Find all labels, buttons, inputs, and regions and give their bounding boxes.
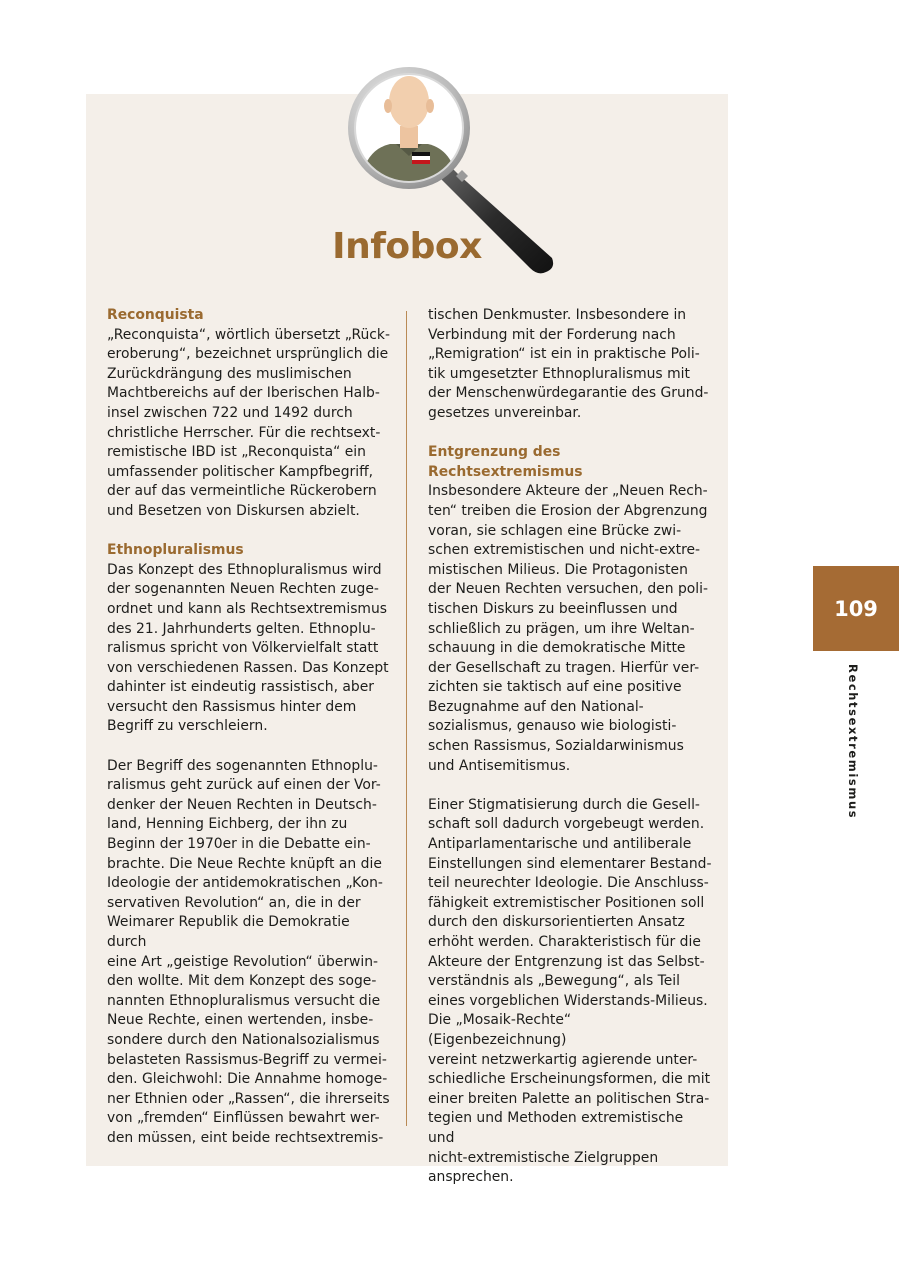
- text-line: schauung in die demokratische Mitte: [428, 640, 686, 657]
- text-line: Insbesondere Akteure der „Neuen Rech-: [428, 483, 708, 500]
- text-line: schaft soll dadurch vorgebeugt werden.: [428, 816, 705, 833]
- text-line: tik umgesetzter Ethnopluralismus mit: [428, 365, 690, 382]
- text-line: tischen Diskurs zu beeinflussen und: [428, 600, 678, 617]
- section-label: Rechtsextremismus: [846, 664, 860, 820]
- text-line: eines vorgeblichen Widerstands-Milieus.: [428, 992, 708, 1009]
- text-line: Die „Mosaik-Rechte“ (Eigenbezeichnung): [428, 1012, 572, 1048]
- text-line: ner Ethnien oder „Rassen“, die ihrerseits: [107, 1090, 390, 1107]
- text-line: Weimarer Republik die Demokratie durch: [107, 914, 350, 950]
- text-line: servativen Revolution“ an, die in der: [107, 894, 361, 911]
- text-line: land, Henning Eichberg, der ihn zu: [107, 816, 348, 833]
- text-line: insel zwischen 722 und 1492 durch: [107, 404, 353, 421]
- text-line: christliche Herrscher. Für die rechtsext-: [107, 424, 381, 441]
- text-line: denker der Neuen Rechten in Deutsch-: [107, 796, 377, 813]
- text-line: sozialismus, genauso wie biologisti-: [428, 718, 677, 735]
- text-line: versucht den Rassismus hinter dem: [107, 698, 357, 715]
- text-line: brachte. Die Neue Rechte knüpft an die: [107, 855, 382, 872]
- text-line: Verbindung mit der Forderung nach: [428, 326, 676, 343]
- text-line: eine Art „geistige Revolution“ überwin-: [107, 953, 379, 970]
- text-line: Ideologie der antidemokratischen „Kon-: [107, 875, 383, 892]
- text-line: „Reconquista“, wörtlich übersetzt „Rück-: [107, 326, 390, 343]
- column-divider: [406, 311, 407, 1126]
- text-line: Bezugnahme auf den National-: [428, 698, 644, 715]
- text-line: ralismus spricht von Völkervielfalt statt: [107, 640, 379, 657]
- left-column: [107, 306, 392, 1149]
- text-line: ansprechen.: [428, 1169, 514, 1186]
- text-line: Beginn der 1970er in die Debatte ein-: [107, 836, 371, 853]
- text-line: mistischen Milieus. Die Protagonisten: [428, 561, 688, 578]
- heading-entgrenzung: Entgrenzung des Rechtsextremismus: [428, 444, 583, 480]
- text-line: belasteten Rassismus-Begriff zu vermei-: [107, 1051, 387, 1068]
- text-line: tischen Denkmuster. Insbesondere in: [428, 307, 687, 323]
- text-line: nicht-extremistische Zielgruppen: [428, 1149, 659, 1166]
- text-line: dahinter ist eindeutig rassistisch, aber: [107, 679, 374, 696]
- page-number: 109: [834, 596, 878, 621]
- text-line: Begriff zu verschleiern.: [107, 718, 268, 735]
- text-line: zichten sie taktisch auf eine positive: [428, 679, 682, 696]
- text-line: ten“ treiben die Erosion der Abgrenzung: [428, 502, 708, 519]
- text-line: voran, sie schlagen eine Brücke zwi-: [428, 522, 682, 539]
- text-line: der Menschenwürdegarantie des Grund-: [428, 385, 709, 402]
- text-line: vereint netzwerkartig agierende unter-: [428, 1051, 698, 1068]
- text-line: sondere durch den Nationalsozialismus: [107, 1031, 380, 1048]
- heading-reconquista: Reconquista: [107, 307, 204, 323]
- text-line: der Gesellschaft zu tragen. Hierfür ver-: [428, 659, 700, 676]
- text-line: fähigkeit extremistischer Positionen soll: [428, 894, 705, 911]
- text-line: der auf das vermeintliche Rückerobern: [107, 483, 377, 500]
- text-line: remistische IBD ist „Reconquista“ ein: [107, 444, 366, 461]
- text-line: Machtbereichs auf der Iberischen Halb-: [107, 385, 380, 402]
- text-line: nannten Ethnopluralismus versucht die: [107, 992, 381, 1009]
- text-line: den. Gleichwohl: Die Annahme homoge-: [107, 1071, 388, 1088]
- text-line: ordnet und kann als Rechtsextremismus: [107, 600, 388, 617]
- text-line: Zurückdrängung des muslimischen: [107, 365, 352, 382]
- text-line: der Neuen Rechten versuchen, den poli-: [428, 581, 708, 598]
- text-line: erhöht werden. Charakteristisch für die: [428, 934, 701, 950]
- heading-ethnopluralismus: Ethnopluralismus: [107, 542, 244, 559]
- text-line: Der Begriff des sogenannten Ethnoplu-: [107, 757, 378, 774]
- text-line: einer breiten Palette an politischen Stra-: [428, 1090, 710, 1107]
- text-line: Neue Rechte, einen wertenden, insbe-: [107, 1012, 374, 1029]
- text-line: Akteure der Entgrenzung ist das Selbst-: [428, 953, 705, 970]
- text-line: den wollte. Mit dem Konzept des soge-: [107, 973, 377, 990]
- infobox-title: Infobox: [332, 226, 482, 267]
- text-line: schen Rassismus, Sozialdarwinismus: [428, 738, 684, 755]
- text-line: den müssen, eint beide rechtsextremis-: [107, 1129, 384, 1146]
- text-line: und Antisemitismus.: [428, 757, 571, 774]
- text-line: durch den diskursorientierten Ansatz: [428, 914, 685, 931]
- text-line: eroberung“, bezeichnet ursprünglich die: [107, 346, 389, 363]
- text-line: schiedliche Erscheinungsformen, die mit: [428, 1071, 711, 1088]
- text-line: gesetzes unvereinbar.: [428, 404, 582, 421]
- text-line: umfassender politischer Kampfbegriff,: [107, 463, 374, 480]
- text-line: verständnis als „Bewegung“, als Teil: [428, 973, 680, 990]
- text-line: Einer Stigmatisierung durch die Gesell-: [428, 796, 700, 813]
- text-line: von verschiedenen Rassen. Das Konzept: [107, 659, 389, 676]
- text-line: ralismus geht zurück auf einen der Vor-: [107, 777, 381, 794]
- text-line: von „fremden“ Einflüssen bewahrt wer-: [107, 1110, 380, 1127]
- text-line: schließlich zu prägen, um ihre Weltan-: [428, 620, 695, 637]
- text-line: Das Konzept des Ethnopluralismus wird: [107, 561, 382, 578]
- text-line: „Remigration“ ist ein in praktische Poli-: [428, 346, 700, 363]
- text-line: und Besetzen von Diskursen abzielt.: [107, 502, 360, 519]
- text-line: der sogenannten Neuen Rechten zuge-: [107, 581, 379, 598]
- text-line: teil neurechter Ideologie. Die Anschluss-: [428, 875, 709, 892]
- right-column: [428, 306, 713, 1188]
- text-line: schen extremistischen und nicht-extre-: [428, 542, 701, 559]
- text-line: des 21. Jahrhunderts gelten. Ethnoplu-: [107, 620, 376, 637]
- text-line: Einstellungen sind elementarer Bestand-: [428, 855, 712, 872]
- page-number-tab: [813, 566, 899, 651]
- text-line: Antiparlamentarische und antiliberale: [428, 836, 692, 853]
- text-line: tegien und Methoden extremistische und: [428, 1110, 684, 1146]
